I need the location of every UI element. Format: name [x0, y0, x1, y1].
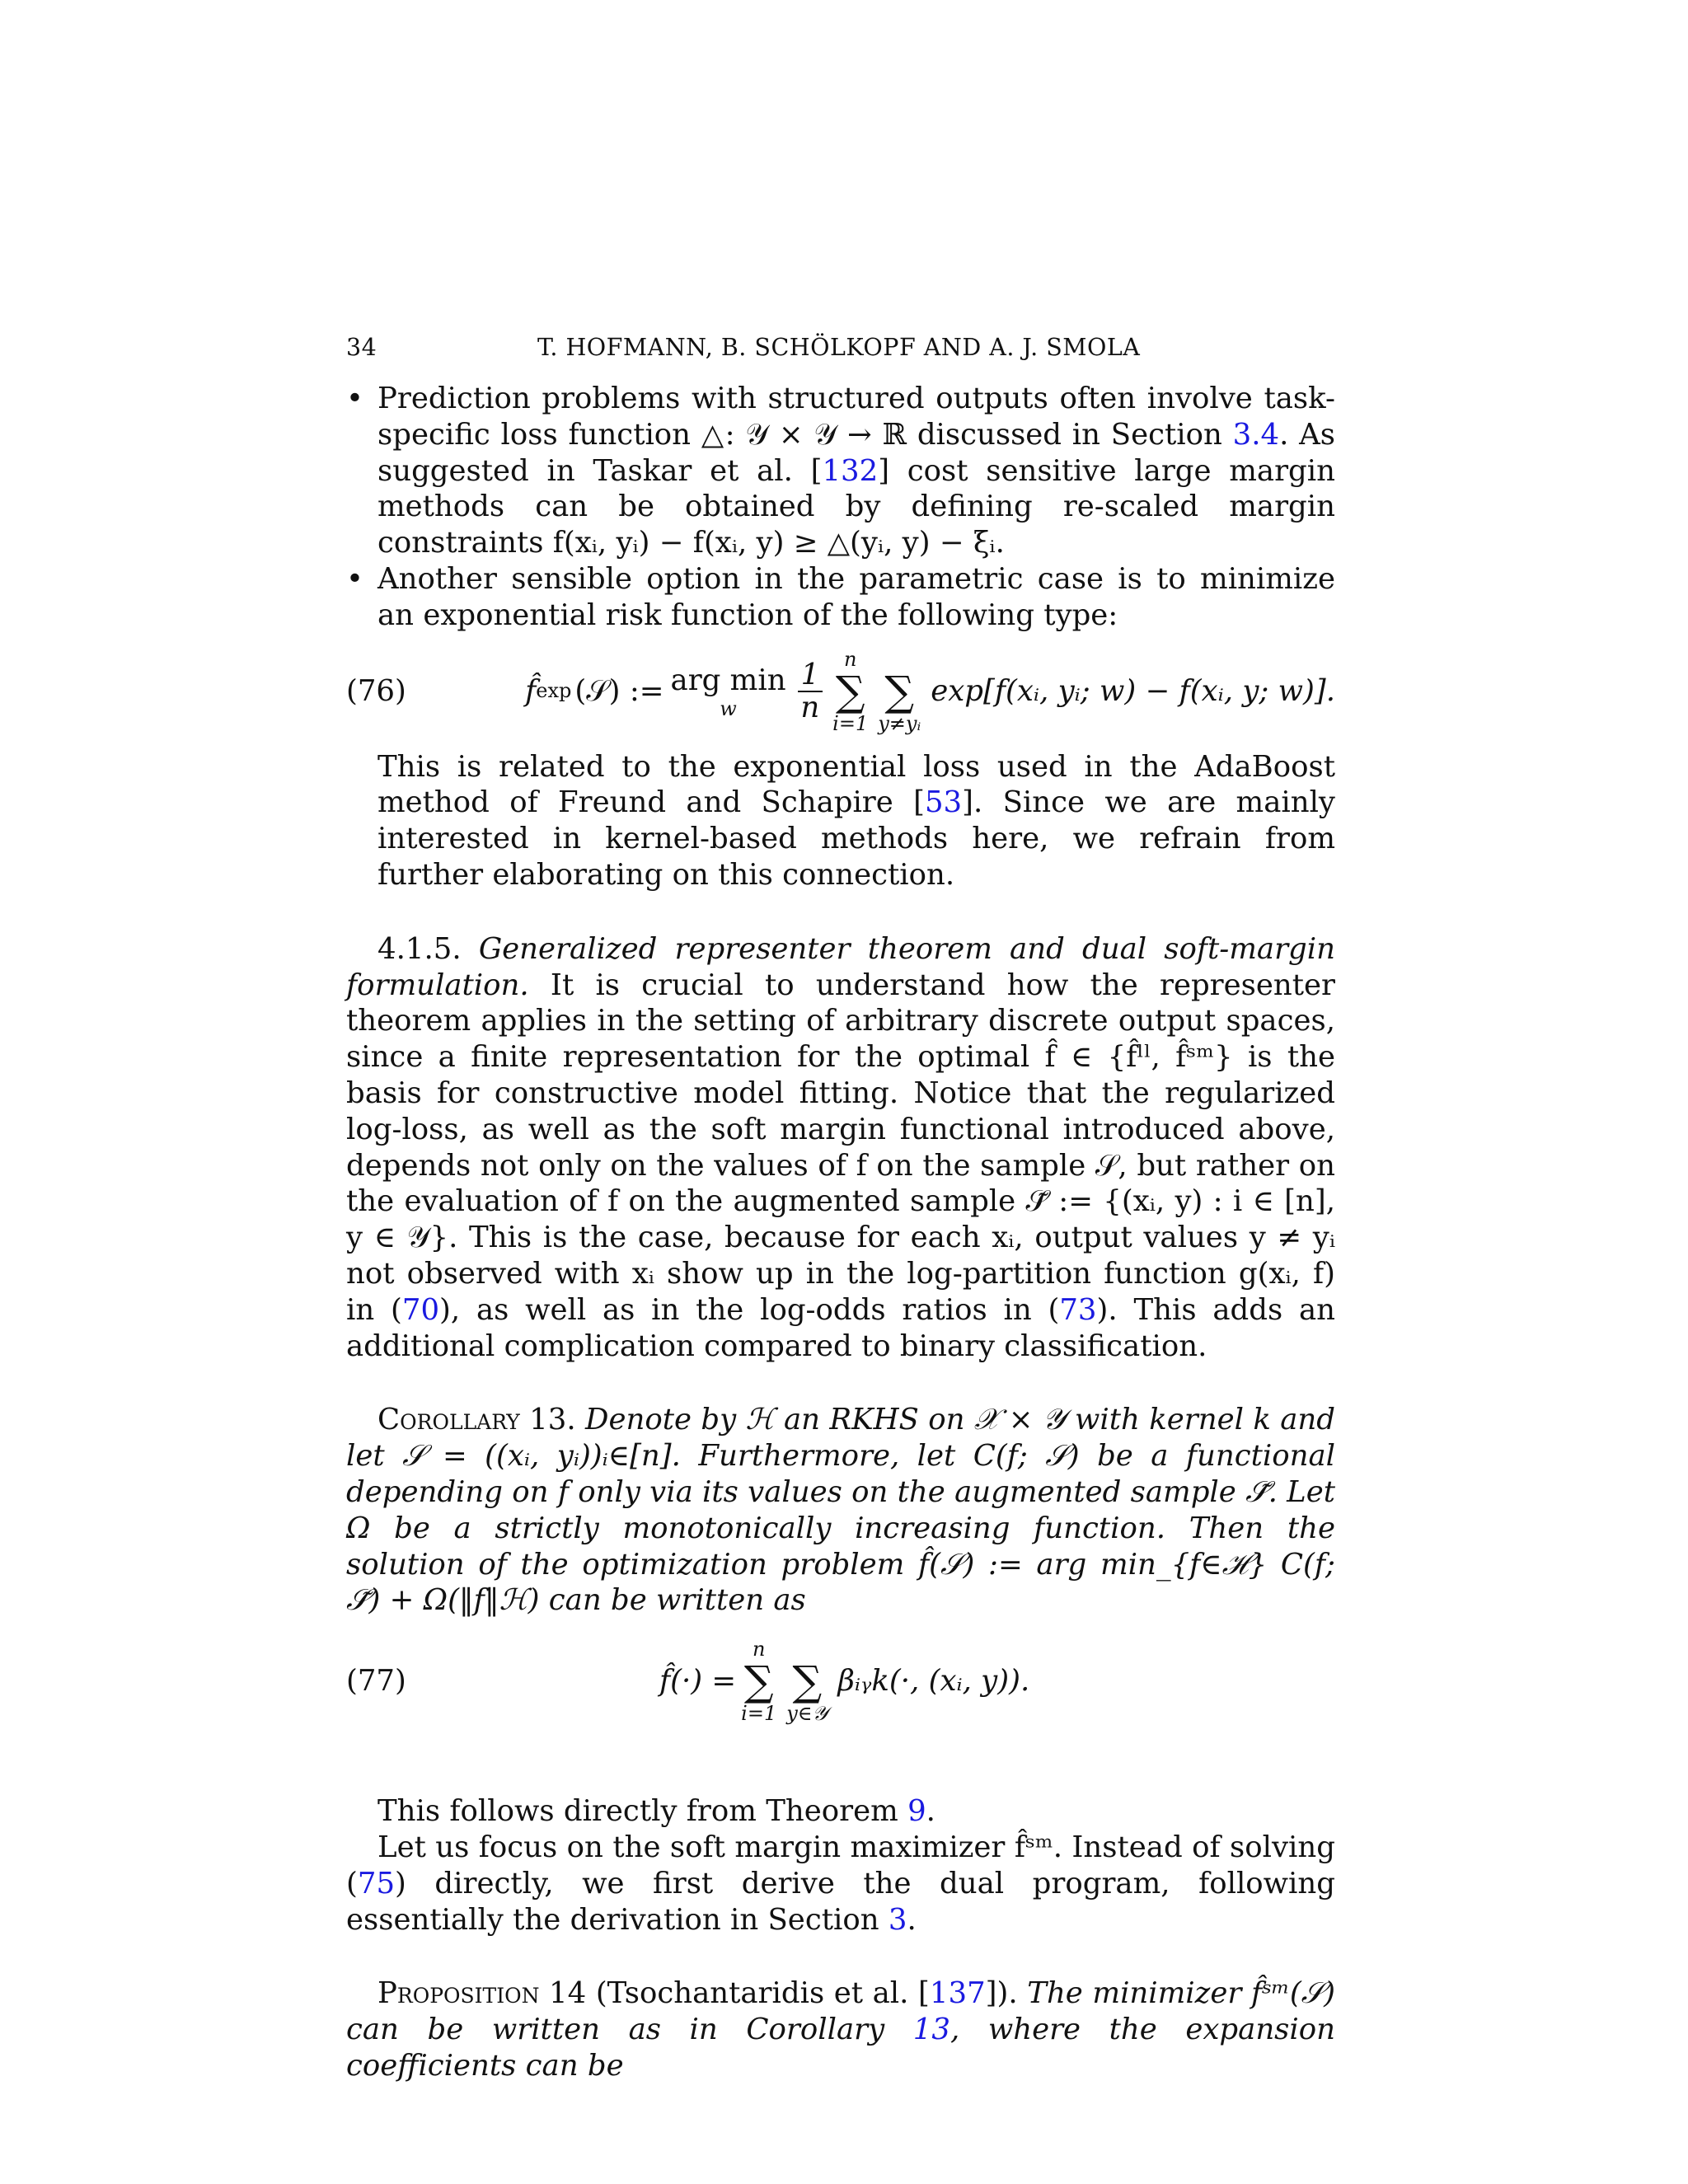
- proposition-14: Proposition 14 (Tsochantaridis et al. [137]). The minimizer f̂ˢᵐ(𝒮) can be written as in Corollary 13, where the expansion coefficients can be: [346, 1976, 1335, 2083]
- section-title: Generalized representer theorem and dual soft-margin formulation.: [346, 931, 1335, 1002]
- corollary-label: Corollary 13.: [377, 1403, 576, 1437]
- proposition-label: Proposition 14: [377, 1976, 587, 2011]
- section-link-3-4[interactable]: 3.4: [1232, 417, 1280, 452]
- corollary-link-13[interactable]: 13: [912, 2013, 950, 2047]
- paragraph-theorem-9: This follows directly from Theorem 9.: [377, 1794, 935, 1829]
- equation-number: (77): [346, 1664, 406, 1699]
- equation-number: (76): [346, 673, 406, 708]
- argmin-operator: arg min w: [670, 663, 786, 721]
- paragraph-adaboost: This is related to the exponential loss used in the AdaBoost method of Freund and Schapire [53]. Since we are mainly interested in kernel-based methods here, we refrain from further elaborating on this connection.: [377, 749, 1335, 892]
- equation-link-75[interactable]: 75: [357, 1866, 396, 1900]
- equation-link-73[interactable]: 73: [1059, 1292, 1097, 1327]
- section-4-1-5: 4.1.5. Generalized representer theorem and dual soft-margin formulation. It is crucial to understand how the representer theorem applies in the setting of arbitrary discrete output spaces, since a finite representation for the optimal f̂ ∈ {f̂ˡˡ, f̂ˢᵐ} is the basis for constructive model fitting. Notice that the regularized log-loss, as well as the soft margin functional introduced above, depends not only on the values of f on the sample 𝒮, but rather on the evaluation of f on the augmented sample 𝒮̃ := {(xᵢ, y) : i ∈ [n], y ∈ 𝒴}. This is the case, because for each xᵢ, output values y ≠ yᵢ not observed with xᵢ show up in the log-partition function g(xᵢ, f) in (70), as well as in the log-odds ratios in (73). This adds an additional complication compared to binary classification.: [346, 931, 1335, 1363]
- equation-link-70[interactable]: 70: [401, 1292, 440, 1327]
- equation-76: (76) f̂ exp (𝒮) := arg min w $\frac{1}{n}$ n ∑ i=1 ∑ y≠yᵢ exp[f(xᵢ, yᵢ; w) − f(xᵢ, y; w)].: [346, 647, 1335, 735]
- paragraph-soft-margin: Let us focus on the soft margin maximizer f̂ˢᵐ. Instead of solving (75) directly, we first derive the dual program, following essentially the derivation in Section 3.: [346, 1830, 1335, 1937]
- fraction: $\frac{1}{n}$: [798, 659, 823, 724]
- sum-operator: n ∑ i=1: [832, 647, 869, 735]
- bullet-item-structured-outputs: • Prediction problems with structured outputs often involve task-specific loss function △: 𝒴 × 𝒴 → ℝ discussed in Section 3.4. As suggested in Taskar et al. [132] cost sensitive large margin methods can be obtained by defining re-scaled margin constraints f(xᵢ, yᵢ) − f(xᵢ, y) ≥ △(yᵢ, y) − ξᵢ.: [346, 381, 1335, 561]
- bullet-item-exponential-risk: • Another sensible option in the parametric case is to minimize an exponential risk function of the following type:: [346, 561, 1335, 634]
- page-number: 34: [346, 334, 377, 361]
- citation-link-132[interactable]: 132: [822, 453, 879, 488]
- running-title: T. HOFMANN, B. SCHÖLKOPF AND A. J. SMOLA: [537, 334, 1141, 361]
- paper-page: [346, 330, 1335, 2084]
- sum-operator: ∑ y≠yᵢ: [878, 667, 921, 735]
- sum-operator: n ∑ i=1: [741, 1638, 777, 1726]
- theorem-link-9[interactable]: 9: [907, 1794, 926, 1829]
- sum-operator: ∑ y∈𝒴: [786, 1657, 828, 1726]
- bullet-list: [346, 381, 1335, 634]
- citation-link-53[interactable]: 53: [924, 785, 963, 820]
- section-link-3[interactable]: 3: [888, 1902, 907, 1937]
- equation-77: (77) f̂(·) = n ∑ i=1 ∑ y∈𝒴 βᵢᵧk(·, (xᵢ, y)).: [346, 1638, 1030, 1726]
- corollary-13: Corollary 13. Denote by ℋ an RKHS on 𝒳 × 𝒴 with kernel k and let 𝒮 = ((xᵢ, yᵢ))ᵢ∈[n]. Furthermore, let C(f; 𝒮) be a functional depending on f only via its values on the augmented sample 𝒮̃. Let Ω be a strictly monotonically increasing function. Then the solution of the optimization problem f̂(𝒮) := arg min_{f∈ℋ} C(f; 𝒮̃) + Ω(‖f‖ℋ) can be written as: [346, 1403, 1335, 1618]
- citation-link-137[interactable]: 137: [929, 1976, 986, 2011]
- page-header: [346, 330, 1335, 371]
